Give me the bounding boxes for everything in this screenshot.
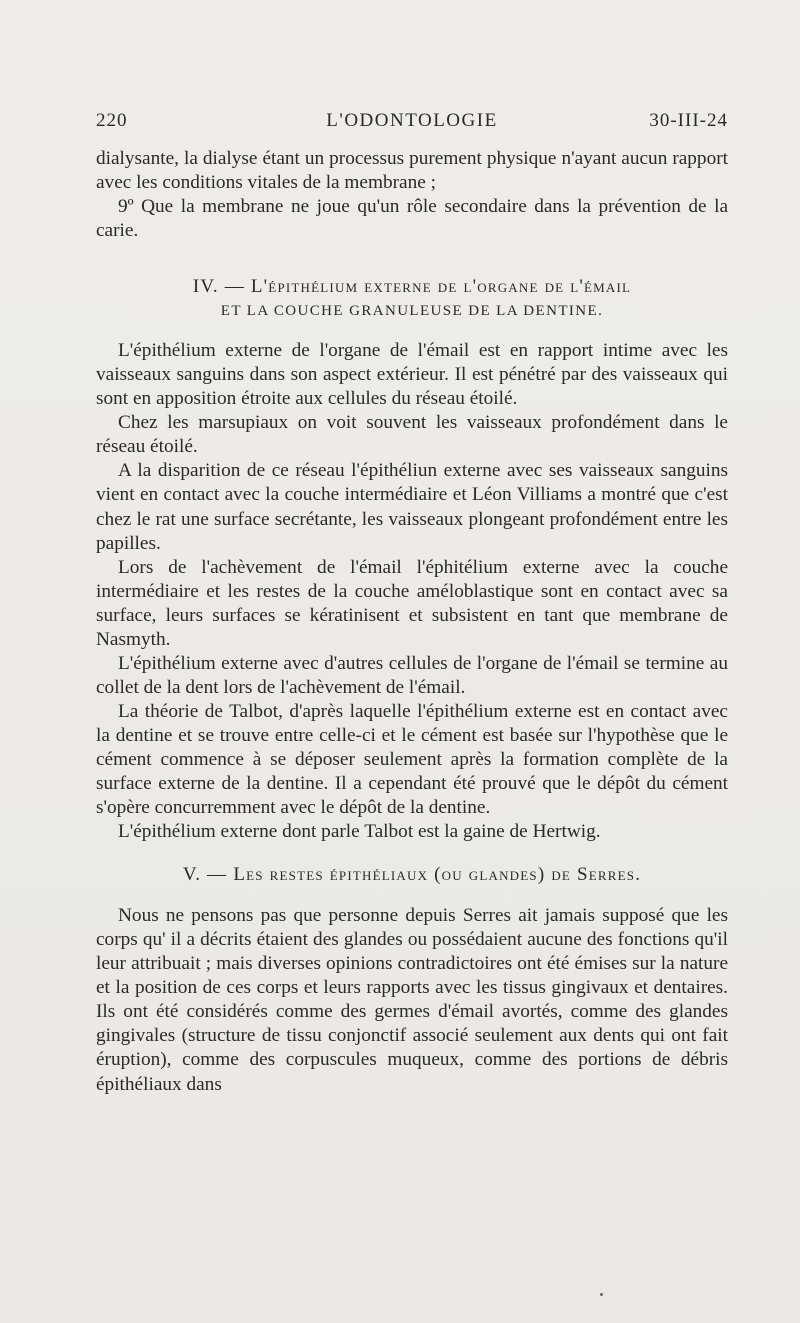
section-heading-line-1: IV. — L'épithélium externe de l'organe de l'émail [192,276,632,298]
paragraph: L'épithélium externe dont parle Talbot est la gaine de Hertwig. [118,821,601,843]
journal-title: L'ODONTOLOGIE [326,110,498,131]
paragraph: Lors de l'achèvement de l'émail l'éphitélium externe avec la couche intermédiaire et les restes de la couche améloblastique sont en contact avec sa surface, leurs surfaces se kératinisent et subsistent en tant que membrane de Nasmyth. [96,556,728,650]
paragraph: 9º Que la membrane ne joue qu'un rôle secondaire dans la prévention de la carie. [96,196,728,242]
section-heading-iv [96,275,728,323]
section-heading-line-2: ET LA COUCHE GRANULEUSE DE LA DENTINE. [220,303,604,320]
running-header [96,110,728,138]
page-number: 220 [96,110,128,131]
paragraph: Nous ne pensons pas que personne depuis Serres ait jamais supposé que les corps qu' il a décrits étaient des glandes ou possédaient aucune des fonctions qu'il leur attribuait ; mais diverses opinions contradictoires ont été émises sur la nature et la position de ces corps et leurs rapports avec les tissus gingivaux et dentaires. Ils ont été considérés comme des germes d'émail avortés, comme des glandes gingivales (structure de tissu conjonctif associé seulement aux dents qui ont fait éruption), comme des corpuscules muqueux, comme des portions de débris épithéliaux dans [96,905,728,1095]
paragraph: Chez les marsupiaux on voit souvent les vaisseaux profondément dans le réseau étoilé. [96,412,728,458]
paragraph: La théorie de Talbot, d'après laquelle l'épithélium externe est en contact avec la dentine et se trouve entre celle-ci et le cément est basée sur l'hypothèse que le cément commence à se déposer seulement après la formation complète de la surface externe de la dentine. Il a cependant été prouvé que le dépôt du cément s'opère concurremment avec le dépôt de la dentine. [96,700,728,819]
paragraph: A la disparition de ce réseau l'épithéliun externe avec ses vaisseaux sanguins vient en contact avec la couche intermédiaire et Léon Villiams a montré que c'est chez le rat une surface secrétante, les vaisseaux plongeant profondément entre les papilles. [96,460,728,554]
article-body [96,147,728,1097]
paragraph: L'épithélium externe de l'organe de l'émail est en rapport intime avec les vaisseaux sanguins dans son aspect extérieur. Il est pénétré par des vaisseaux qui sont en apposition étroite aux cellules du réseau étoilé. [96,340,728,410]
issue-date: 30-III-24 [649,110,728,131]
paragraph: dialysante, la dialyse étant un processus purement physique n'ayant aucun rapport avec les conditions vitales de la membrane ; [96,148,728,194]
paragraph: L'épithélium externe avec d'autres cellules de l'organe de l'émail se termine au collet de la dent lors de l'achèvement de l'émail. [96,652,728,698]
section-heading-v [96,863,728,887]
section-heading-text: V. — Les restes épithéliaux (ou glandes) de Serres. [182,864,642,886]
paper-speck [600,1293,603,1296]
